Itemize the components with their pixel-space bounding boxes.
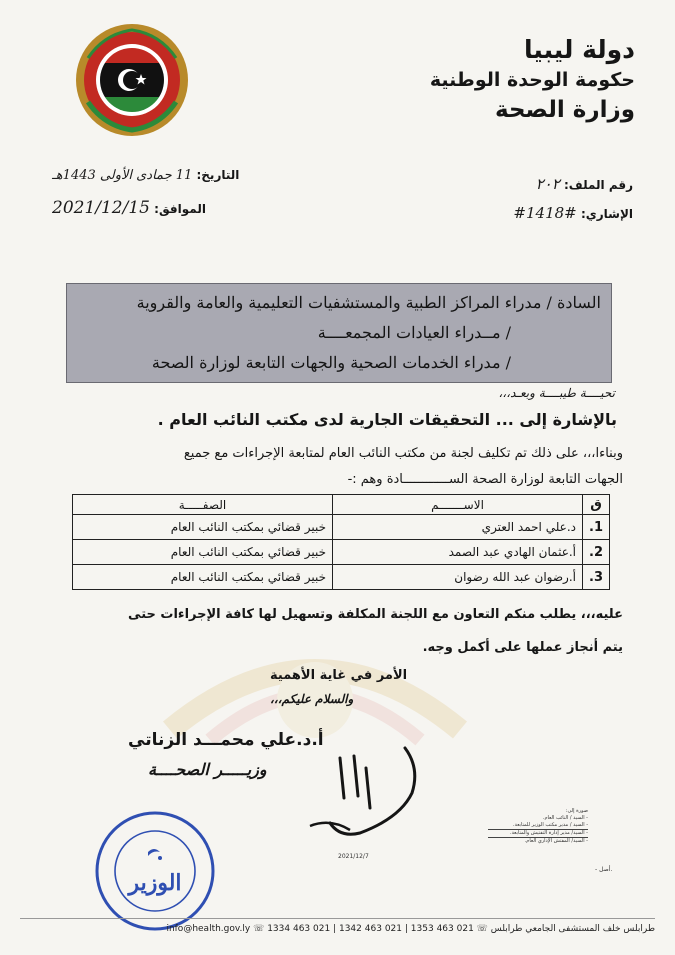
- gregorian-date-label: الموافق:: [154, 202, 206, 216]
- file-number-label: رقم الملف:: [563, 178, 633, 192]
- gregorian-date-field: [52, 198, 206, 218]
- table-row: [73, 515, 610, 540]
- cc-line: - السيد / مدير مكتب الوزير للمتابعة.: [488, 822, 588, 830]
- committee-table: [72, 494, 610, 590]
- row-number: 2.: [583, 540, 610, 565]
- date-field: [52, 168, 239, 183]
- cc-line: - السيد/ مدير إدارة التفتيش والمتابعة.: [488, 830, 588, 838]
- subject-line: بالإشارة إلى ... التحقيقات الجارية لدى مكتب النائب العام .: [157, 410, 617, 429]
- minister-stamp-icon: [90, 806, 220, 936]
- addressee-line: / مدراء الخدمات الصحية والجهات التابعة لوزارة الصحة: [151, 353, 511, 372]
- member-role: خبير قضائي بمكتب النائب العام: [73, 540, 333, 565]
- reference-label: الإشاري:: [580, 207, 633, 221]
- handwritten-signature-icon: [300, 738, 470, 848]
- row-number: 3.: [583, 565, 610, 590]
- stamp-title: الوزير: [128, 870, 182, 896]
- table-header-row: [73, 495, 610, 515]
- member-name: أ.رضوان عبد الله رضوان: [333, 565, 583, 590]
- file-number-field: [536, 175, 633, 193]
- cc-file-note: - أصل.: [595, 866, 613, 873]
- addressee-box: [66, 283, 612, 383]
- addressee-line: / مــدراء العيادات المجمعــــة: [317, 323, 511, 342]
- column-header: الاســـــــم: [333, 495, 583, 515]
- cc-line: - السيد/ المفتش الإداري العام.: [524, 838, 588, 844]
- signer-name: أ.د.علي محمـــد الزناتي: [128, 730, 324, 750]
- reference-value: #1418#: [513, 204, 577, 222]
- column-header: ق: [583, 495, 610, 515]
- gregorian-date-value: 2021/12/15: [52, 198, 150, 218]
- cc-line: - السيد / النائب العام.: [542, 815, 588, 821]
- reference-field: [513, 204, 633, 222]
- table-row: [73, 540, 610, 565]
- date-stamp: 2021/12/7: [338, 853, 369, 860]
- cc-list: [488, 808, 588, 845]
- table-row: [73, 565, 610, 590]
- addressee-line: السادة / مدراء المراكز الطبية والمستشفيات التعليمية والعامة والقروية: [136, 293, 601, 312]
- ministry-name: وزارة الصحة: [495, 97, 635, 123]
- column-header: الصفـــــة: [73, 495, 333, 515]
- file-number-value: ٢٠٢: [535, 175, 560, 193]
- date-value: 11 جمادى الأولى 1443هـ: [52, 168, 193, 183]
- date-label: التاريخ:: [196, 168, 240, 182]
- member-role: خبير قضائي بمكتب النائب العام: [73, 515, 333, 540]
- signer-title: وزيـــــر الصحــــة: [148, 760, 267, 779]
- greeting: تحيــــة طيبــــة وبعـد،،،: [498, 386, 615, 400]
- member-role: خبير قضائي بمكتب النائب العام: [73, 565, 333, 590]
- salutation: والسلام عليكم،،،: [270, 692, 354, 706]
- importance-note: الأمر في غاية الأهمية: [270, 668, 408, 683]
- cc-heading: صورة إلى:: [565, 808, 588, 814]
- footer-contact: طرابلس خلف المستشفى الجامعي طرابلس ☏ 021 463 1353 | 021 463 1342 | 021 463 1334 ☏ info@health.gov.ly: [166, 924, 655, 934]
- letterhead: [430, 34, 635, 126]
- body-paragraph: الجهات التابعة لوزارة الصحة الســــــــــــادة وهم :-: [347, 472, 623, 487]
- body-paragraph: وبناءا،،، على ذلك تم تكليف لجنة من مكتب النائب العام لمتابعة الإجراءات مع جميع: [183, 446, 623, 461]
- state-name: دولة ليبيا: [523, 35, 635, 64]
- row-number: 1.: [583, 515, 610, 540]
- member-name: أ.عثمان الهادي عبد الصمد: [333, 540, 583, 565]
- ministry-emblem-icon: [74, 22, 190, 138]
- member-name: د.علي احمد العتري: [333, 515, 583, 540]
- closing-paragraph: يتم أنجاز عملها على أكمل وجه.: [422, 640, 623, 655]
- footer-divider: [20, 918, 655, 919]
- government-name: حكومة الوحدة الوطنية: [429, 69, 635, 91]
- closing-paragraph: عليه،،، يطلب منكم التعاون مع اللجنة المكلفة وتسهيل لها كافة الإجراءات حتى: [128, 607, 623, 622]
